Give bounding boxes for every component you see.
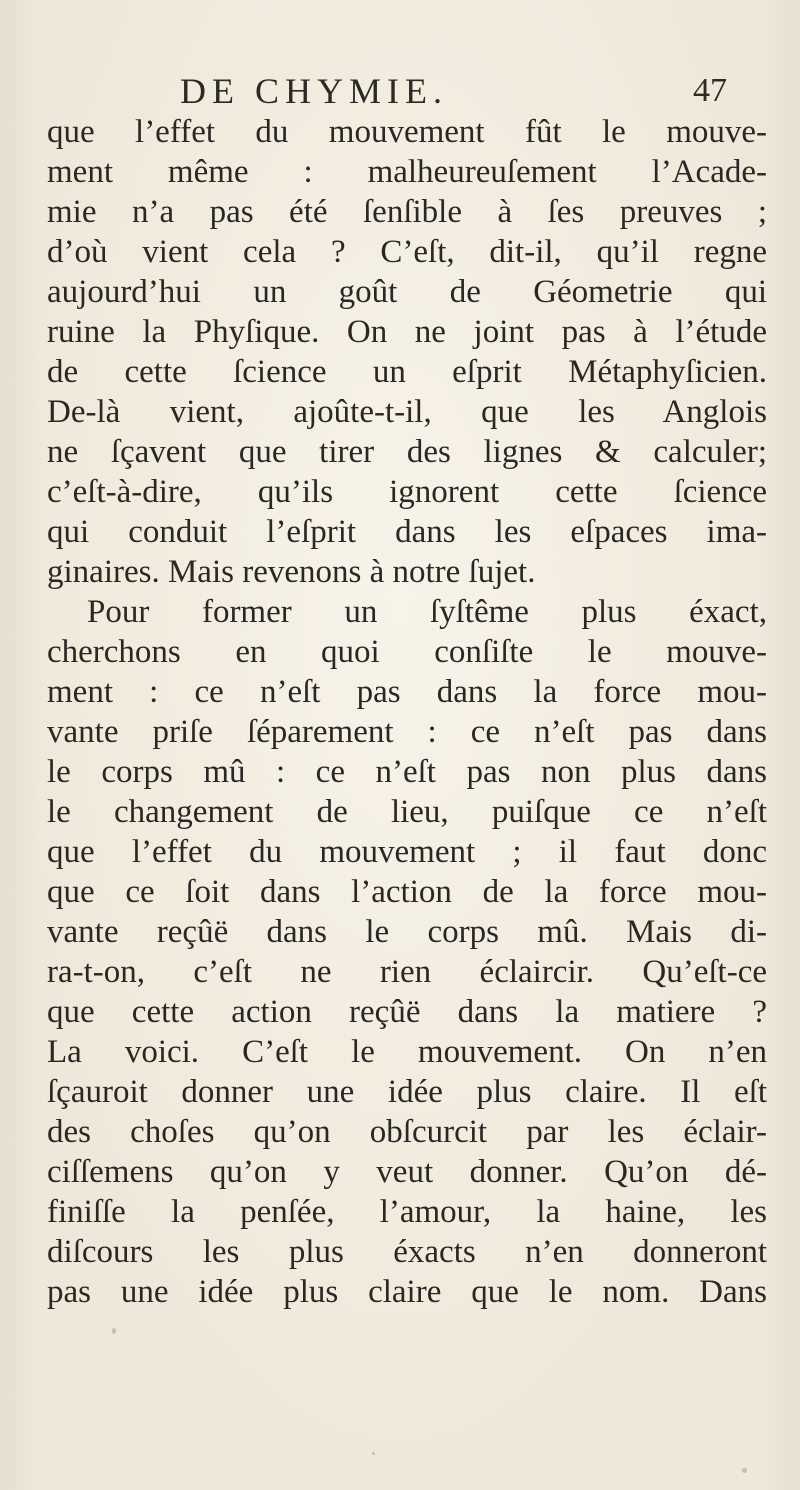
text-line: de cette ſcience un eſprit Métaphyſicien. [47,354,767,390]
text-line: que l’effet du mouvement fût le mouve- [47,114,767,150]
text-line: ſçauroit donner une idée plus claire. Il eſt [47,1074,767,1110]
text-line: ginaires. Mais revenons à notre ſujet. [47,554,536,590]
text-line: que cette action reçûë dans la matiere ? [47,994,767,1030]
text-line: ment même : malheureuſement l’Acade- [47,154,767,190]
text-line: qui conduit l’eſprit dans les eſpaces ima- [47,514,767,550]
text-line: que l’effet du mouvement ; il faut donc [47,834,767,870]
text-line: vante reçûë dans le corps mû. Mais di- [47,914,767,950]
text-line: que ce ſoit dans l’action de la force mou- [47,874,767,910]
text-line: c’eſt-à-dire, qu’ils ignorent cette ſcience [47,474,767,510]
text-line: cherchons en quoi conſiſte le mouve- [47,634,767,670]
text-line: ruine la Phyſique. On ne joint pas à l’étude [47,314,767,350]
text-line: vante priſe ſéparement : ce n’eſt pas dans [47,714,767,750]
running-head: DE CHYMIE. [180,71,448,111]
paper-speck [742,1468,747,1473]
body-text [47,112,767,1312]
text-line: des choſes qu’on obſcurcit par les éclair- [47,1114,767,1150]
text-line: ne ſçavent que tirer des lignes & calculer; [47,434,767,470]
text-line: De-là vient, ajoûte-t-il, que les Anglois [47,394,767,430]
text-line: diſcours les plus éxacts n’en donneront [47,1234,767,1270]
paper-speck [112,1328,116,1334]
text-line: pas une idée plus claire que le nom. Dans [47,1274,767,1310]
text-line: La voici. C’eſt le mouvement. On n’en [47,1034,767,1070]
text-line: Pour former un ſyſtême plus éxact, [87,594,767,630]
page-number: 47 [693,72,727,109]
text-line: mie n’a pas été ſenſible à ſes preuves ; [47,194,767,230]
page-header [0,70,800,110]
text-line: ra-t-on, c’eſt ne rien éclaircir. Qu’eſt-ce [47,954,767,990]
text-line: ciſſemens qu’on y veut donner. Qu’on dé- [47,1154,767,1190]
text-line: d’où vient cela ? C’eſt, dit-il, qu’il regne [47,234,767,270]
text-line: ment : ce n’eſt pas dans la force mou- [47,674,767,710]
text-line: le changement de lieu, puiſque ce n’eſt [47,794,767,830]
text-line: finiſſe la penſée, l’amour, la haine, les [47,1194,767,1230]
text-line: aujourd’hui un goût de Géometrie qui [47,274,767,310]
text-line: le corps mû : ce n’eſt pas non plus dans [47,754,767,790]
paper-speck [372,1452,375,1455]
